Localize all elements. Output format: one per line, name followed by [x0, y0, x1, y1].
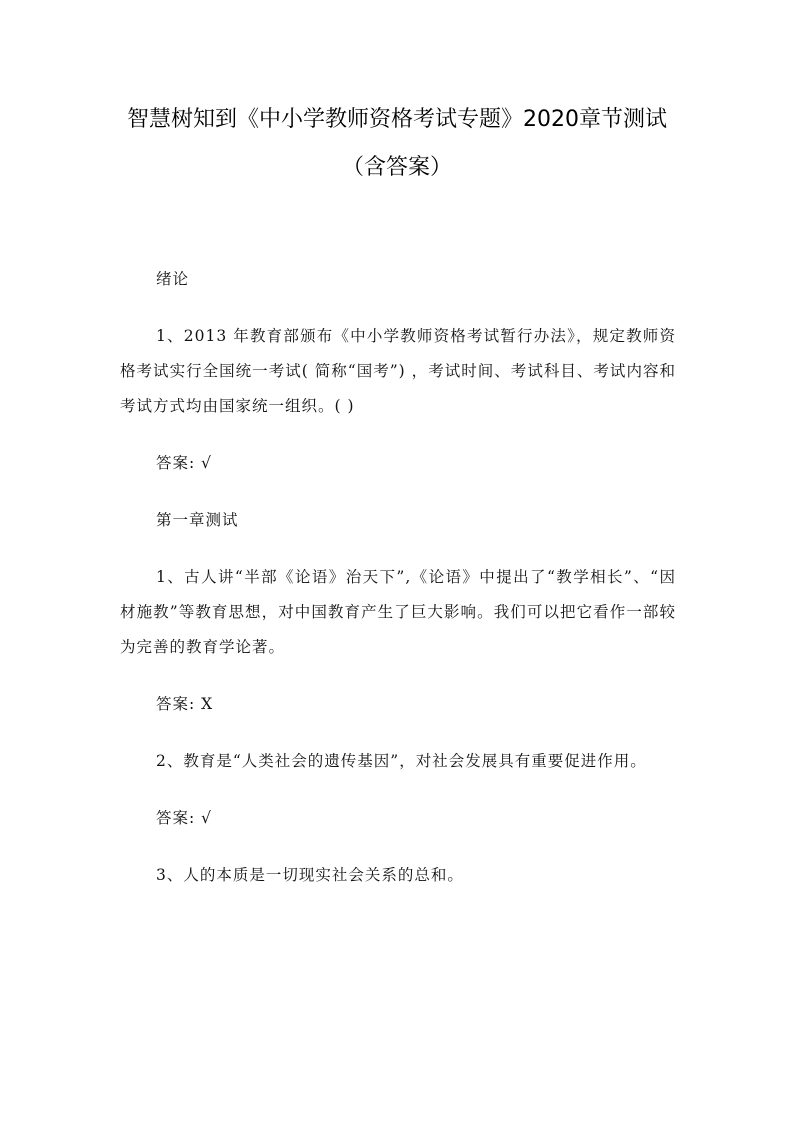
question-text: 1、2013 年教育部颁布《中小学教师资格考试暂行办法》，规定教师资格考试实行全国统一考试( 简称“国考”) ，考试时间、考试科目、考试内容和考试方式均由国家统一组织。( ) [120, 327, 676, 415]
section-heading: 第一章测试 [156, 511, 239, 529]
answer-text: 答案: √ [156, 454, 213, 472]
question-text: 3、人的本质是一切现实社会关系的总和。 [156, 866, 464, 884]
section-heading: 绪论 [156, 270, 190, 288]
answer-text: 答案: X [156, 695, 214, 713]
question-text: 2、教育是“人类社会的遗传基因”，对社会发展具有重要促进作用。 [156, 752, 647, 770]
question-text: 1、古人讲“半部《论语》治天下”,《论语》中提出了“教学相长”、“因材施教”等教育思想，对中国教育产生了巨大影响。我们可以把它看作一部较为完善的教育学论著。 [120, 568, 676, 656]
page-title: 智慧树知到《中小学教师资格考试专题》2020章节测试（含答案） [127, 107, 667, 180]
document-body [120, 262, 676, 915]
answer-text: 答案: √ [156, 809, 213, 827]
